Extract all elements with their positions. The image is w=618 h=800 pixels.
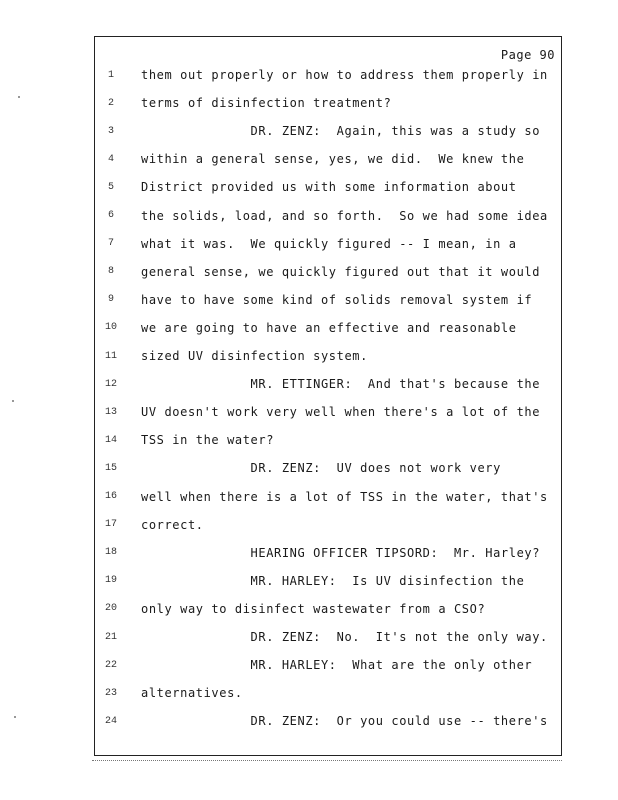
line-text: have to have some kind of solids removal system if <box>141 292 533 307</box>
line-text: correct. <box>141 517 204 532</box>
line-text: general sense, we quickly figured out that it would <box>141 264 541 279</box>
transcript-line <box>95 145 561 173</box>
transcript-line <box>95 651 561 679</box>
line-text: terms of disinfection treatment? <box>141 96 392 111</box>
line-number: 9 <box>107 294 114 306</box>
line-number: 13 <box>104 406 117 418</box>
line-number: 11 <box>104 350 117 362</box>
line-text: MR. ETTINGER: And that's because the <box>141 377 541 392</box>
line-text: MR. HARLEY: Is UV disinfection the <box>141 573 525 588</box>
line-number: 6 <box>107 210 114 221</box>
line-text: alternatives. <box>141 686 243 701</box>
line-number: 18 <box>104 547 117 559</box>
transcript-line <box>95 314 561 342</box>
line-number: 19 <box>104 575 117 587</box>
transcript-line <box>95 454 561 482</box>
transcript-line <box>95 595 561 623</box>
scan-speck <box>12 400 14 402</box>
line-number: 16 <box>104 491 117 502</box>
transcript-line <box>95 173 561 201</box>
line-text: within a general sense, yes, we did. We knew the <box>141 152 525 167</box>
transcript-line <box>95 61 561 89</box>
line-number: 20 <box>104 603 117 615</box>
transcript-line <box>95 511 561 539</box>
line-text: District provided us with some information about <box>141 180 517 195</box>
line-number: 15 <box>104 462 117 474</box>
transcript-line <box>95 286 561 314</box>
transcript-line <box>95 567 561 595</box>
line-text: what it was. We quickly figured -- I mean, in a <box>141 236 517 251</box>
line-number: 14 <box>104 434 117 446</box>
line-text: TSS in the water? <box>141 433 275 448</box>
line-text: HEARING OFFICER TIPSORD: Mr. Harley? <box>141 545 541 560</box>
transcript-line <box>95 342 561 370</box>
line-text: MR. HARLEY: What are the only other <box>141 658 533 673</box>
transcript-line <box>95 539 561 567</box>
line-text: them out properly or how to address them properly in <box>141 68 548 82</box>
transcript-line <box>95 623 561 651</box>
transcript-line <box>95 370 561 398</box>
line-text: UV doesn't work very well when there's a lot of the <box>141 405 541 420</box>
footer-rule <box>92 760 562 762</box>
line-number: 23 <box>104 687 117 699</box>
line-text: the solids, load, and so forth. So we had some idea <box>141 208 548 223</box>
page-number: Page 90 <box>500 48 555 62</box>
transcript-line <box>95 230 561 258</box>
transcript-line <box>95 89 561 117</box>
line-number: 8 <box>107 266 114 278</box>
line-text: DR. ZENZ: Again, this was a study so <box>141 124 541 139</box>
line-number: 10 <box>104 322 117 334</box>
line-number: 12 <box>104 378 117 390</box>
line-number: 21 <box>104 631 117 643</box>
line-number: 7 <box>107 238 114 250</box>
transcript-line <box>95 398 561 426</box>
line-number: 5 <box>107 181 114 193</box>
line-text: DR. ZENZ: UV does not work very <box>141 461 501 476</box>
line-text: DR. ZENZ: Or you could use -- there's <box>141 714 548 729</box>
transcript-line <box>95 707 561 735</box>
line-number: 22 <box>104 659 117 671</box>
transcript-line <box>95 202 561 230</box>
line-text: well when there is a lot of TSS in the water, that's <box>141 489 548 504</box>
transcript-line <box>95 258 561 286</box>
transcript-line <box>95 117 561 145</box>
line-number: 3 <box>107 125 114 137</box>
line-number: 4 <box>107 153 114 165</box>
line-number: 2 <box>107 97 114 109</box>
transcript-line <box>95 483 561 511</box>
line-number: 24 <box>104 715 117 727</box>
transcript-page <box>94 36 562 756</box>
line-text: sized UV disinfection system. <box>141 349 368 363</box>
scan-speck <box>18 96 20 98</box>
line-number: 1 <box>107 69 114 81</box>
line-text: we are going to have an effective and reasonable <box>141 320 517 335</box>
line-text: only way to disinfect wastewater from a CSO? <box>141 601 486 616</box>
transcript-line <box>95 426 561 454</box>
transcript-line <box>95 679 561 707</box>
line-text: DR. ZENZ: No. It's not the only way. <box>141 630 548 644</box>
scan-speck <box>14 716 16 718</box>
line-number: 17 <box>104 519 117 531</box>
